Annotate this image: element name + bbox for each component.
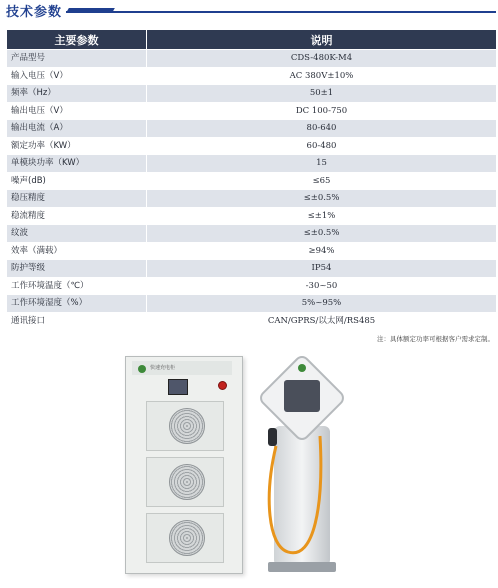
param-value: 50±1 — [147, 85, 497, 103]
table-row — [7, 172, 497, 190]
table-row — [7, 207, 497, 225]
param-value: ≤±1% — [147, 207, 497, 225]
param-value: DC 100-750 — [147, 102, 497, 120]
param-value: CAN/GPRS/以太网/RS485 — [147, 312, 497, 330]
param-name: 噪声(dB) — [7, 172, 147, 190]
param-value: ≥94% — [147, 242, 497, 260]
param-name: 稳压精度 — [7, 190, 147, 208]
fan-icon — [169, 408, 205, 444]
table-row — [7, 155, 497, 173]
spec-table — [6, 29, 497, 330]
table-row — [7, 85, 497, 103]
param-name: 频率（Hz） — [7, 85, 147, 103]
footnote: 注：具体额定功率可根据客户需求定制。 — [377, 335, 494, 343]
table-row — [7, 50, 497, 68]
param-value: ≤65 — [147, 172, 497, 190]
charger-screen — [284, 380, 320, 412]
param-name: 工作环境湿度（%） — [7, 295, 147, 313]
charger-base — [268, 562, 336, 572]
column-header-param: 主要参数 — [7, 30, 147, 50]
table-row — [7, 102, 497, 120]
fan-panel — [146, 513, 224, 563]
param-name: 输出电流（A） — [7, 120, 147, 138]
cabinet-screen — [168, 379, 188, 395]
param-name: 工作环境温度（℃） — [7, 277, 147, 295]
param-name: 稳流精度 — [7, 207, 147, 225]
charging-gun-icon — [268, 428, 277, 446]
table-row — [7, 67, 497, 85]
table-row — [7, 260, 497, 278]
param-value: ≤±0.5% — [147, 225, 497, 243]
param-name: 输入电压（V） — [7, 67, 147, 85]
section-header — [6, 0, 496, 20]
param-name: 防护等级 — [7, 260, 147, 278]
param-name: 产品型号 — [7, 50, 147, 68]
fan-icon — [169, 520, 205, 556]
header-rule — [66, 11, 496, 13]
cabinet-label: 快速充电柜 — [150, 365, 176, 371]
param-value: AC 380V±10% — [147, 67, 497, 85]
logo-icon — [298, 364, 306, 372]
param-name: 额定功率（KW） — [7, 137, 147, 155]
param-name: 单模块功率（KW） — [7, 155, 147, 173]
table-row — [7, 312, 497, 330]
table-row — [7, 120, 497, 138]
spec-table-header-row — [7, 30, 497, 50]
param-name: 通讯接口 — [7, 312, 147, 330]
table-row — [7, 277, 497, 295]
param-value: IP54 — [147, 260, 497, 278]
param-value: 5%~95% — [147, 295, 497, 313]
table-row — [7, 225, 497, 243]
column-header-desc: 说明 — [147, 30, 497, 50]
logo-icon — [138, 365, 146, 373]
charging-cabinet-image — [125, 356, 243, 574]
param-name: 效率（满载） — [7, 242, 147, 260]
param-value: -30~50 — [147, 277, 497, 295]
table-row — [7, 137, 497, 155]
param-value: 80-640 — [147, 120, 497, 138]
param-value: 15 — [147, 155, 497, 173]
param-value: CDS-480K-M4 — [147, 50, 497, 68]
table-row — [7, 242, 497, 260]
param-value: ≤±0.5% — [147, 190, 497, 208]
charging-post-image — [262, 356, 342, 574]
cabinet-top-panel — [132, 361, 232, 375]
emergency-stop-icon — [218, 381, 227, 390]
fan-panel — [146, 401, 224, 451]
table-row — [7, 190, 497, 208]
fan-icon — [169, 464, 205, 500]
param-name: 输出电压（V） — [7, 102, 147, 120]
table-row — [7, 295, 497, 313]
param-value: 60-480 — [147, 137, 497, 155]
param-name: 纹波 — [7, 225, 147, 243]
section-title: 技术参数 — [6, 5, 63, 20]
fan-panel — [146, 457, 224, 507]
